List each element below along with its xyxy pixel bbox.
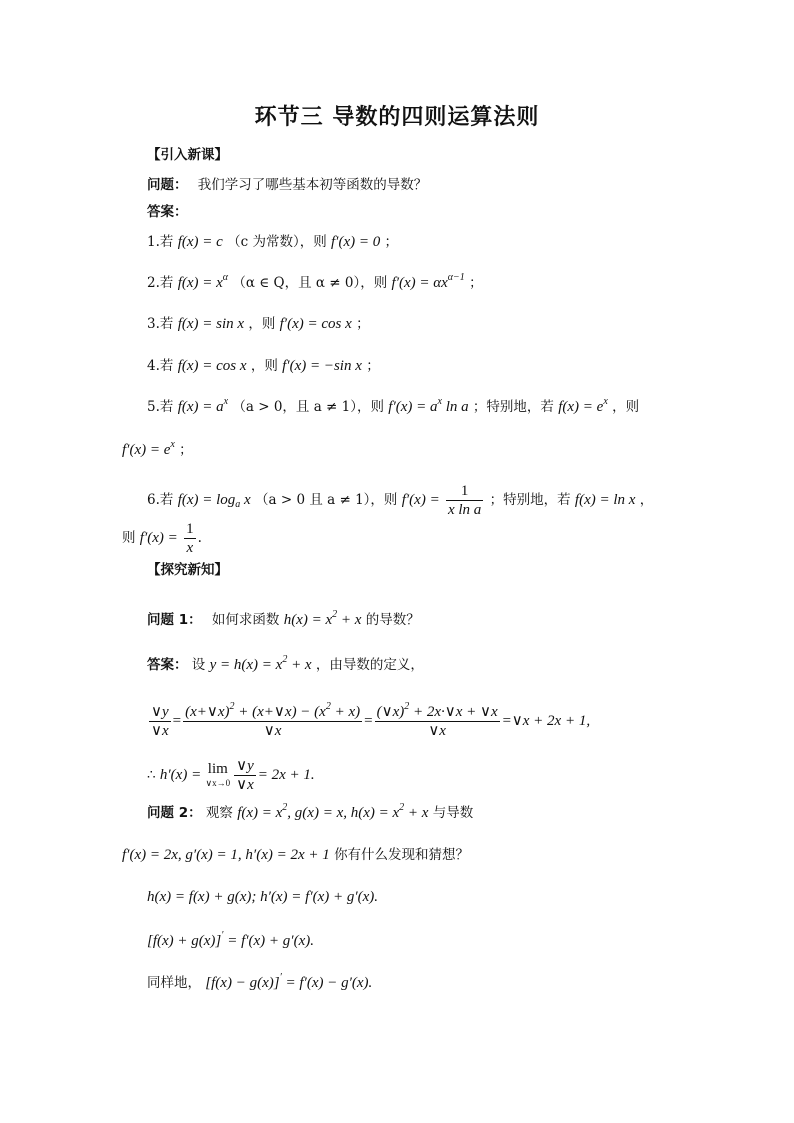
math-part: = f′(x) + g′(x).	[223, 933, 314, 949]
fraction-denominator: ∨x	[151, 723, 169, 739]
math-sup: x	[170, 439, 175, 450]
page-title: 环节三 导数的四则运算法则	[254, 105, 540, 130]
fraction-denominator: ∨x	[236, 777, 254, 793]
fraction-numerator	[375, 703, 500, 722]
question-2-text: 与导数	[432, 805, 474, 821]
fraction	[446, 482, 483, 519]
equals-sign: =	[364, 713, 373, 729]
question-label: 问题：	[147, 177, 188, 193]
math-expr: f′(x) = 0	[331, 234, 381, 250]
math-sup: ′	[221, 930, 224, 941]
item-text: ，则	[250, 358, 278, 374]
question-2	[147, 803, 473, 823]
math-part: + x	[287, 657, 312, 673]
item-prefix: 4.若	[147, 358, 174, 374]
math-expr: = 2x + 1.	[257, 767, 315, 783]
math-expr: h′(x) =	[159, 767, 202, 783]
math-sup: 2	[229, 701, 235, 712]
math-part: f(x) = e	[558, 399, 604, 415]
question-1	[147, 610, 420, 630]
item-text: ；	[469, 275, 483, 291]
limit-result	[147, 757, 315, 794]
item-text: ，则	[612, 399, 640, 415]
fraction-denominator: ∨x	[263, 723, 282, 739]
answer-1-text: 设	[191, 657, 206, 673]
derivative-item-6	[147, 482, 653, 519]
limit-operator	[206, 762, 231, 790]
math-expr	[388, 396, 469, 415]
fraction	[184, 520, 196, 557]
derivative-item-3	[147, 314, 370, 334]
question-1-text: 的导数？	[365, 612, 420, 628]
math-expr	[122, 439, 175, 458]
math-expr: f(x) = c	[177, 234, 223, 250]
math-expr	[177, 396, 229, 415]
question-line	[147, 175, 427, 195]
item-text: ，则	[248, 316, 276, 332]
math-expr: f(x) = cos x	[177, 358, 247, 374]
difference-rule	[147, 973, 372, 993]
math-expr: f′(x) = cos x	[279, 316, 352, 332]
derivative-item-1	[147, 232, 398, 252]
math-sup: 2	[332, 609, 338, 620]
fraction-numerator: 1	[186, 521, 194, 537]
math-part: ln a	[441, 399, 469, 415]
difference-rule-text: 同样地，	[147, 975, 201, 991]
fraction-numerator: ∨y	[151, 704, 169, 720]
question-text: 我们学习了哪些基本初等函数的导数？	[197, 177, 428, 193]
math-part: + x)	[330, 704, 361, 720]
math-sup: ′	[279, 972, 282, 983]
fraction-numerator	[183, 703, 362, 722]
answer-1-label: 答案：	[147, 657, 188, 673]
math-part: + (x+∨x) − (x	[234, 704, 326, 720]
item-text: 则	[122, 530, 136, 546]
fraction-numerator: ∨y	[236, 758, 254, 774]
therefore-symbol: ∴	[147, 767, 156, 783]
math-expr	[209, 654, 312, 673]
derivative-item-5-cont	[122, 440, 193, 460]
item-text: ；	[384, 234, 399, 250]
math-part: f′(x) = a	[388, 399, 438, 415]
math-part: + 2x·∨x + ∨x	[409, 704, 498, 720]
math-sup: 2	[282, 802, 288, 813]
math-sup: 2	[282, 654, 288, 665]
fraction-numerator: 1	[446, 482, 483, 501]
math-sup: 2	[404, 701, 410, 712]
math-sup: 2	[325, 701, 331, 712]
math-expr: f(x) = sin x	[177, 316, 245, 332]
equals-sign: =	[172, 713, 182, 729]
math-expr: f′(x) =	[139, 530, 178, 546]
fraction	[234, 757, 256, 794]
derivative-item-5	[147, 397, 639, 417]
sum-rule	[147, 931, 314, 951]
answer-1-text: ，由导数的定义，	[315, 657, 424, 673]
math-part: y = h(x) = x	[209, 657, 283, 673]
limit-subscript: ∨x→0	[205, 777, 231, 788]
item-text: （a > 0，且 a ≠ 1），则	[232, 399, 384, 415]
question-1-label: 问题 1：	[147, 612, 202, 628]
math-expr	[558, 396, 608, 415]
math-expr: f′(x) = −sin x	[282, 358, 362, 374]
limit-word: lim	[207, 760, 228, 777]
rule-observation: h(x) = f(x) + g(x); h′(x) = f′(x) + g′(x).	[147, 889, 379, 905]
math-expr	[283, 609, 362, 628]
section-heading-explore: 【探究新知】	[147, 562, 228, 578]
math-expr	[178, 492, 251, 508]
math-part: h(x) = x	[283, 612, 333, 628]
question-1-text: 如何求函数	[211, 612, 280, 628]
answer-label: 答案：	[147, 204, 188, 220]
derivative-item-2	[147, 273, 483, 293]
question-2-text: 观察	[205, 805, 233, 821]
math-expr	[177, 272, 229, 291]
item-text: ；特别地，若	[489, 492, 571, 508]
item-text: ；	[366, 358, 380, 374]
math-sup: α	[222, 272, 229, 283]
math-part: = f′(x) − g′(x).	[281, 975, 373, 991]
math-part: f′(x) = e	[122, 442, 171, 458]
math-sup: 2	[399, 802, 405, 813]
section-heading-intro: 【引入新课】	[147, 147, 228, 163]
derivative-item-4	[147, 356, 380, 376]
math-expr: f(x) = ln x	[574, 492, 636, 508]
item-text: ；特别地，若	[472, 399, 554, 415]
item-text: .	[197, 530, 202, 546]
math-part: (∨x)	[376, 704, 405, 720]
derivative-item-6-cont	[122, 520, 202, 557]
fraction-denominator: x	[186, 540, 194, 556]
item-prefix: 3.若	[147, 316, 174, 332]
fraction-lhs	[149, 703, 171, 740]
math-part: [f(x) + g(x)]	[147, 933, 222, 949]
fraction-denominator: x ln a	[447, 502, 482, 518]
question-2-text: 你有什么发现和猜想？	[334, 847, 470, 863]
math-sub: a	[235, 499, 241, 510]
math-part: , g(x) = x, h(x) = x	[287, 805, 400, 821]
fraction-expansion	[183, 703, 362, 740]
math-expr	[205, 972, 373, 991]
question-2-label: 问题 2：	[147, 805, 202, 821]
math-part: x	[240, 492, 251, 508]
math-expr	[237, 802, 429, 821]
math-sup: x	[603, 396, 608, 407]
item-text: （α ∈ Q，且 α ≠ 0），则	[232, 275, 388, 291]
math-expr: =∨x + 2x + 1,	[501, 713, 591, 729]
question-2-cont	[122, 845, 469, 865]
math-part: + x	[337, 612, 362, 628]
item-text: （c 为常数），则	[227, 234, 327, 250]
math-part: (x+∨x)	[185, 704, 230, 720]
item-prefix: 6.若	[147, 492, 174, 508]
math-part: [f(x) − g(x)]	[205, 975, 280, 991]
item-text: （a > 0 且 a ≠ 1），则	[255, 492, 398, 508]
item-text: ，	[639, 492, 654, 508]
item-text: ；	[356, 316, 370, 332]
math-expr	[391, 272, 465, 291]
item-prefix: 5.若	[147, 399, 174, 415]
fraction-simplified	[375, 703, 500, 740]
math-sup: x	[437, 396, 442, 407]
item-prefix: 2.若	[147, 275, 174, 291]
math-part: f′(x) = αx	[391, 275, 448, 291]
math-sup: x	[223, 396, 229, 407]
answer-1	[147, 655, 424, 675]
difference-quotient-derivation	[147, 703, 590, 740]
math-expr: f′(x) =	[401, 492, 440, 508]
item-text: ；	[179, 442, 193, 458]
math-expr: f′(x) = 2x, g′(x) = 1, h′(x) = 2x + 1	[122, 847, 330, 863]
math-part: f(x) = log	[177, 492, 236, 508]
item-prefix: 1.若	[147, 234, 174, 250]
math-part: f(x) = a	[177, 399, 224, 415]
math-part: f(x) = x	[237, 805, 283, 821]
math-part: + x	[404, 805, 429, 821]
math-part: f(x) = x	[177, 275, 223, 291]
math-sup: α−1	[447, 272, 465, 283]
fraction-denominator: ∨x	[428, 723, 446, 739]
